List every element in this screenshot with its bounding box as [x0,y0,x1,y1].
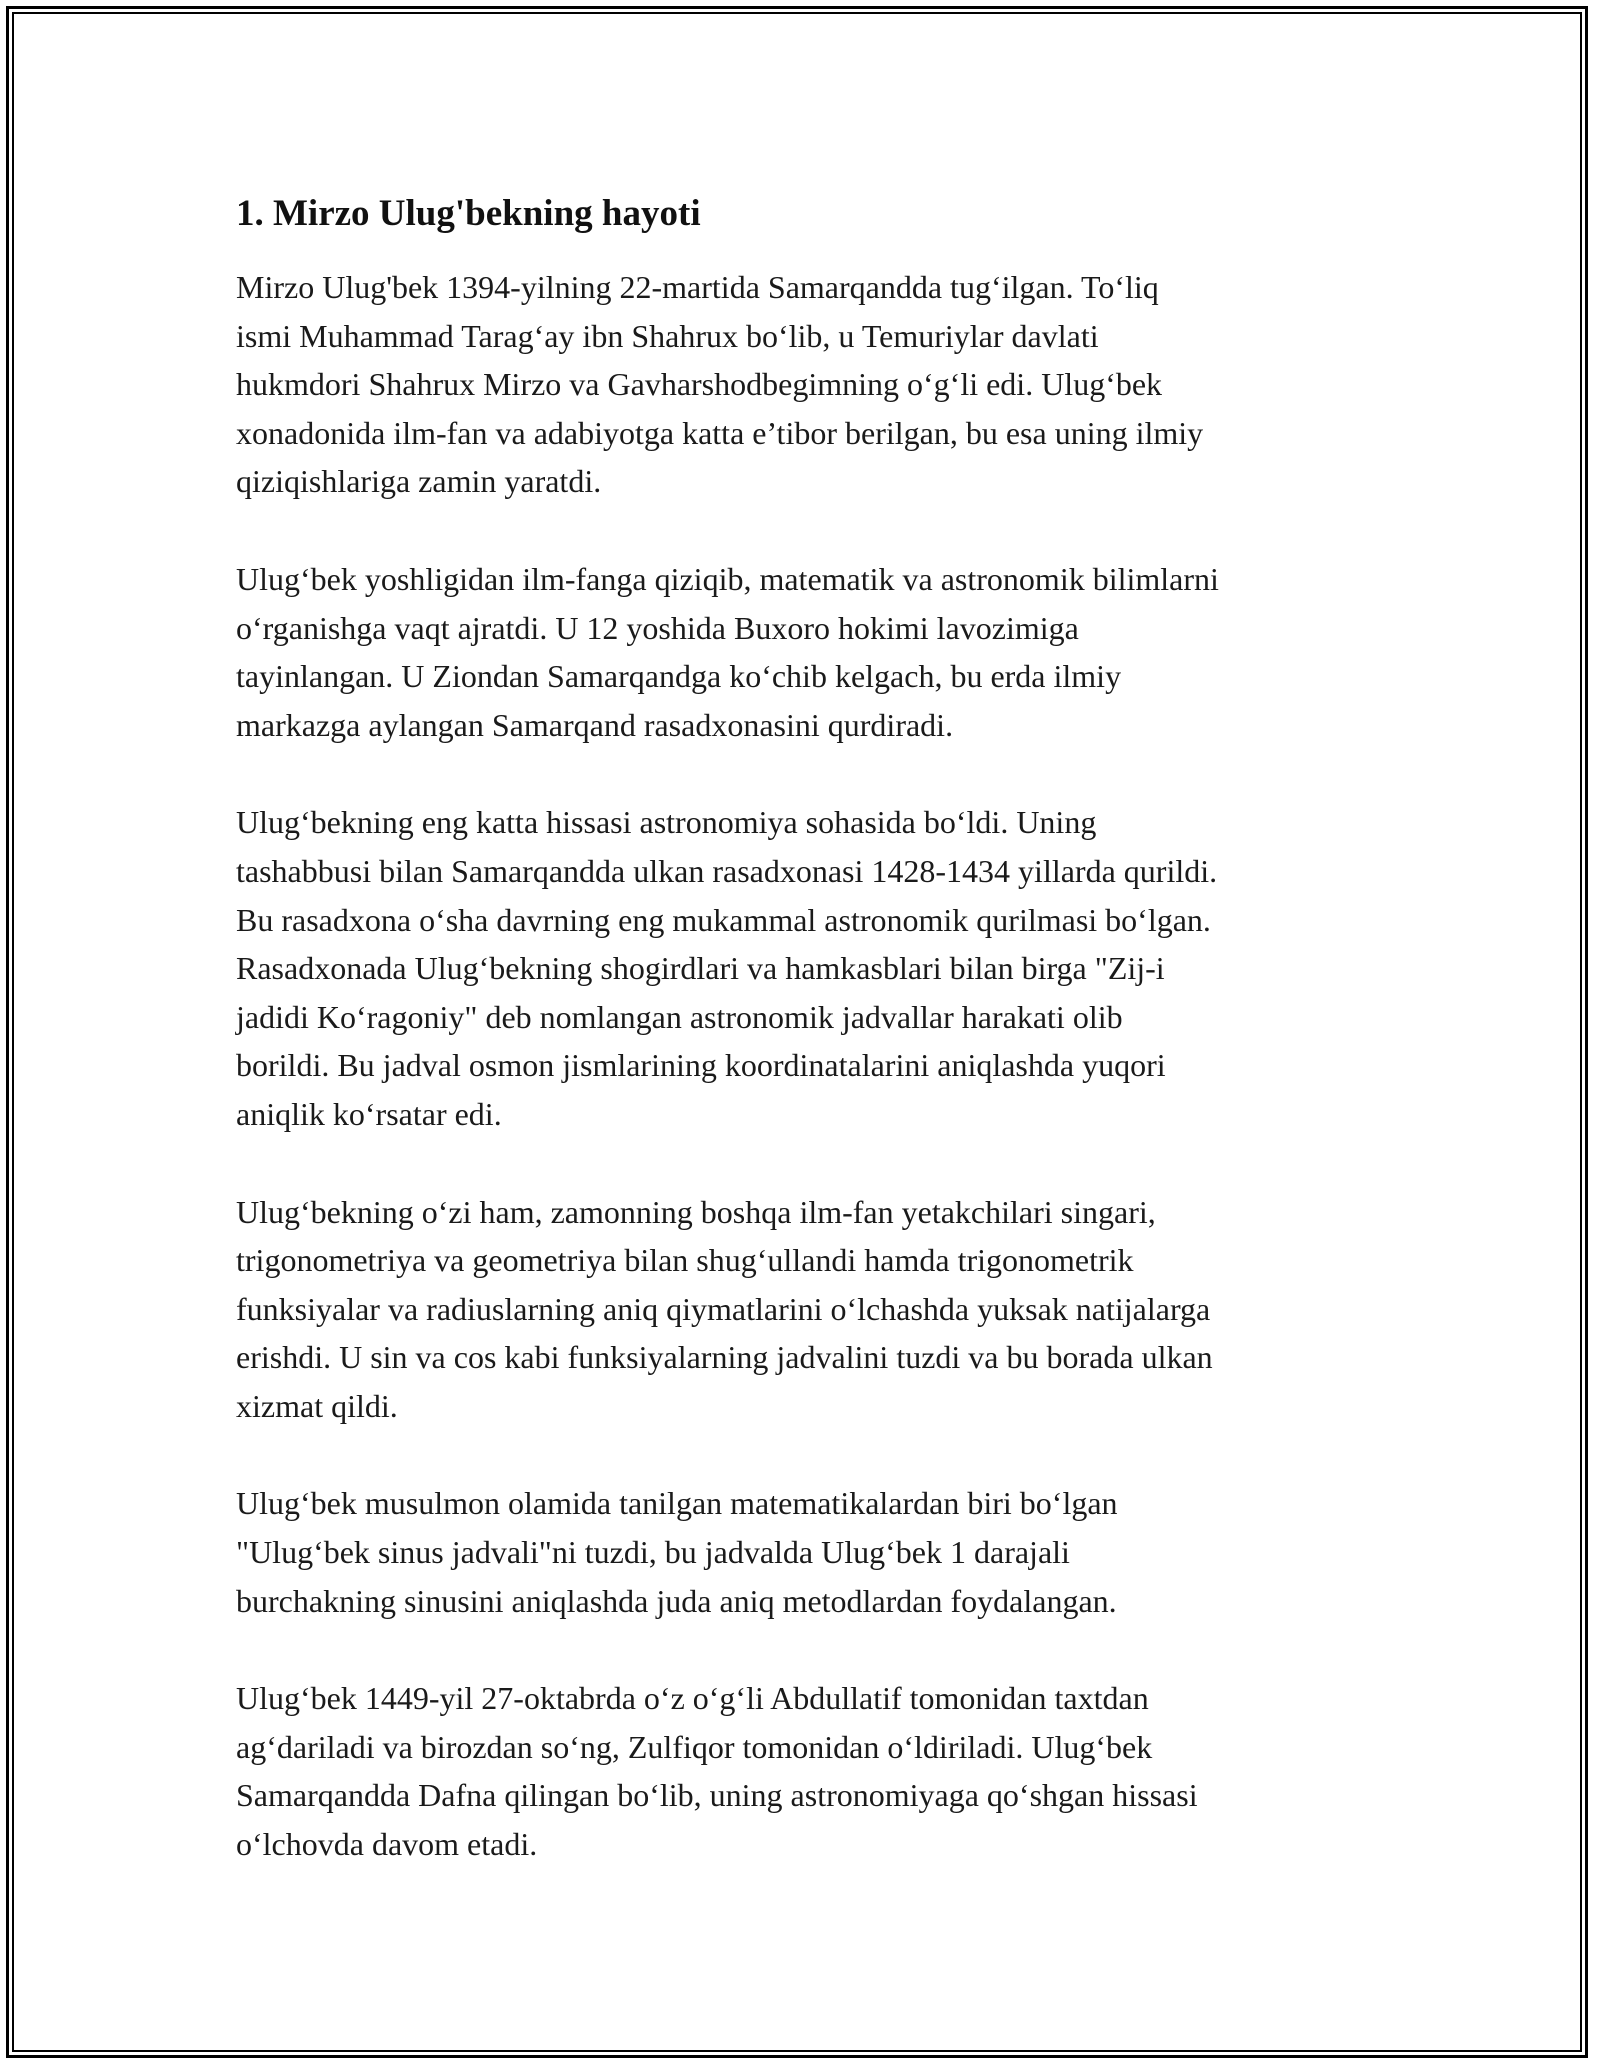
text-line: trigonometriya va geometriya bilan shug‘ullandi hamda trigonometrik [236,1242,1134,1279]
text-line: ag‘dariladi va birozdan so‘ng, Zulfiqor tomonidan o‘ldiriladi. Ulug‘bek [236,1728,1153,1765]
text-line: tashabbusi bilan Samarqandda ulkan rasadxonasi 1428-1434 yillarda qurildi. [236,852,1218,889]
text-line: Ulug‘bek yoshligidan ilm-fanga qiziqib, matematik va astronomik bilimlarni [236,560,1219,597]
text-line: "Ulug‘bek sinus jadvali"ni tuzdi, bu jadvalda Ulug‘bek 1 darajali [236,1534,1070,1571]
text-line: hukmdori Shahrux Mirzo va Gavharshodbegimning o‘g‘li edi. Ulug‘bek [236,366,1163,403]
text-line: Rasadxonada Ulug‘bekning shogirdlari va hamkasblari bilan birga "Zij-i [236,950,1165,987]
text-line: o‘lchovda davom etadi. [236,1826,538,1863]
text-line: burchakning sinusini aniqlashda juda aniq metodlardan foydalangan. [236,1582,1117,1619]
text-line: Ulug‘bekning eng katta hissasi astronomiya sohasida bo‘ldi. Uning [236,804,1097,841]
text-line: markazga aylangan Samarqand rasadxonasini qurdiradi. [236,706,954,743]
text-line: funksiyalar va radiuslarning aniq qiymatlarini o‘lchashda yuksak natijalarga [236,1290,1211,1327]
text-line: xizmat qildi. [236,1387,398,1424]
section-heading: 1. Mirzo Ulug'bekning hayoti [236,193,701,234]
text-line: tayinlangan. U Ziondan Samarqandga ko‘chib kelgach, bu erda ilmiy [236,658,1122,695]
text-line: ismi Muhammad Tarag‘ay ibn Shahrux bo‘lib, u Temuriylar davlati [236,317,1099,354]
text-line: erishdi. U sin va cos kabi funksiyalarning jadvalini tuzdi va bu borada ulkan [236,1339,1213,1376]
text-line: Bu rasadxona o‘sha davrning eng mukammal astronomik qurilmasi bo‘lgan. [236,901,1211,938]
text-line: Mirzo Ulug'bek 1394-yilning 22-martida Samarqandda tug‘ilgan. To‘liq [236,269,1159,305]
text-line: Ulug‘bekning o‘zi ham, zamonning boshqa ilm-fan yetakchilari singari, [236,1193,1156,1230]
text-line: xonadonida ilm-fan va adabiyotga katta e’tibor berilgan, bu esa uning ilmiy [236,414,1204,451]
text-line: borildi. Bu jadval osmon jismlarining koordinatalarini aniqlashda yuqori [236,1047,1166,1084]
text-line: aniqlik ko‘rsatar edi. [236,1095,502,1132]
text-line: qiziqishlariga zamin yaratdi. [236,463,602,500]
document-body [236,188,1366,1918]
paragraph-4 [236,1188,1366,1431]
paragraph-6 [236,1674,1366,1868]
text-line: o‘rganishga vaqt ajratdi. U 12 yoshida Buxoro hokimi lavozimiga [236,609,1079,646]
paragraph-5 [236,1479,1366,1625]
text-line: jadidi Ko‘ragoniy" deb nomlangan astronomik jadvallar harakati olib [236,998,1123,1035]
paragraph-3 [236,798,1366,1138]
text-line: Samarqandda Dafna qilingan bo‘lib, uning astronomiyaga qo‘shgan hissasi [236,1777,1198,1814]
paragraph-1 [236,263,1366,506]
paragraph-2 [236,555,1366,749]
text-line: Ulug‘bek musulmon olamida tanilgan matematikalardan biri bo‘lgan [236,1485,1118,1522]
text-line: Ulug‘bek 1449-yil 27-oktabrda o‘z o‘g‘li Abdullatif tomonidan taxtdan [236,1680,1149,1717]
